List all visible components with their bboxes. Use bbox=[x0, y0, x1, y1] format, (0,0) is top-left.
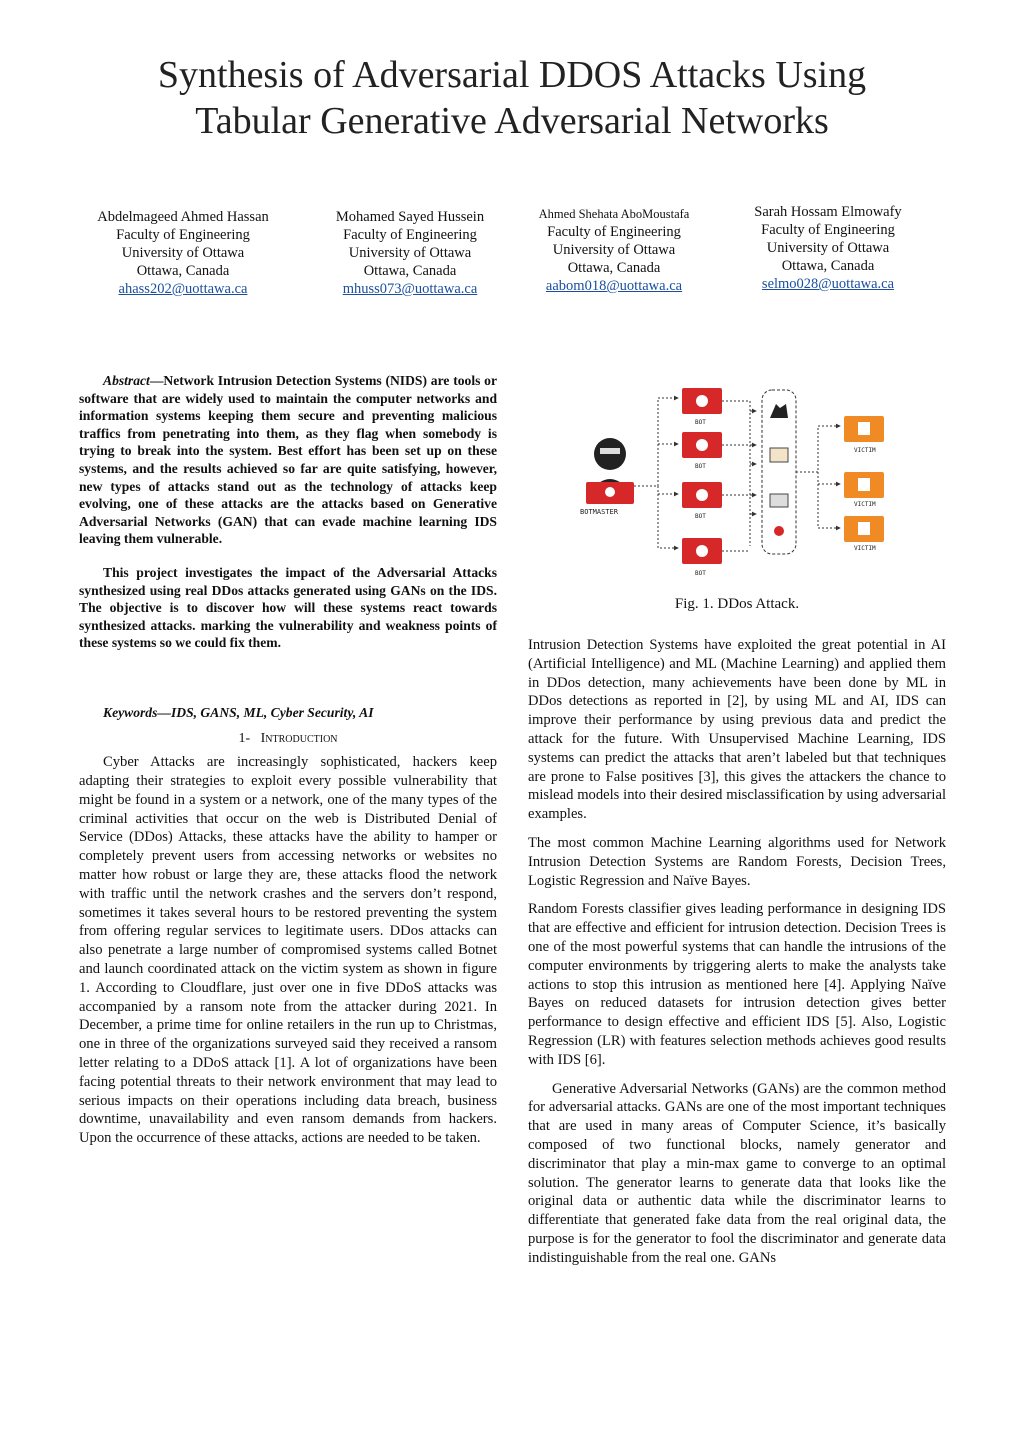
section-heading bbox=[79, 730, 497, 749]
keywords: Keywords—IDS, GANS, ML, Cyber Security, AI bbox=[103, 704, 374, 720]
victim-label: VICTIM bbox=[854, 501, 876, 508]
botmaster-connections bbox=[634, 398, 678, 548]
author-location: Ottawa, Canada bbox=[136, 263, 230, 279]
right-paragraph-1: Intrusion Detection Systems have exploited the great potential in AI (Artificial Intelligence) and ML (Machine Learning) and applied them in DDos detection, many achievements have been done by ML in DDos detections as reported in [2], by using ML and AI, IDS can improve their performance by using previous data and predict the attack for the future. With Unsupervised Machine Learning, IDS systems can predict the attacks that aren’t labeled but that techniques are prone to False positives [3], this gives the attackers the chance to mislead models into their desired misclassification by using adversarial examples. bbox=[528, 637, 946, 823]
right-paragraph-4: Generative Adversarial Networks (GANs) are the common method for adversarial attacks. GANs are one of the most important techniques that are used in many areas of Computer Science, it’s basically composed of two functional blocks, namely generator and discriminator that play a min-max game to converge to an optimal solution. The generator learns to generate data that looks like the original data or authentic data while the discriminator learns to differentiate that generated fake data from the real original data, the purpose is for the generator to fool the discriminator and generate data indistinguishable from the real one. GANs bbox=[528, 1080, 946, 1266]
botmaster-hacker-icon bbox=[586, 438, 634, 504]
author-email-link[interactable]: mhuss073@uottawa.ca bbox=[342, 281, 478, 297]
bot-label: BOT bbox=[695, 419, 706, 426]
author-dept: Faculty of Engineering bbox=[547, 224, 681, 240]
author-univ: University of Ottawa bbox=[552, 242, 676, 258]
bot-connections bbox=[722, 401, 756, 551]
right-column bbox=[528, 636, 946, 1268]
paper-title bbox=[60, 52, 964, 144]
bot-computer-2 bbox=[682, 432, 722, 470]
author-email-link[interactable]: ahass202@uottawa.ca bbox=[118, 281, 248, 297]
victim-computer-3 bbox=[844, 516, 884, 552]
author-2 bbox=[312, 208, 508, 298]
author-1 bbox=[82, 208, 284, 298]
malware-icon bbox=[774, 526, 784, 536]
bot-computer-3 bbox=[682, 482, 722, 520]
author-4 bbox=[730, 203, 926, 293]
author-name: Ahmed Shehata AboMoustafa bbox=[538, 207, 690, 221]
bot-label: BOT bbox=[695, 463, 706, 470]
author-dept: Faculty of Engineering bbox=[116, 227, 250, 243]
author-dept: Faculty of Engineering bbox=[343, 227, 477, 243]
victim-label: VICTIM bbox=[854, 447, 876, 454]
victim-connections bbox=[796, 426, 840, 528]
author-location: Ottawa, Canada bbox=[781, 258, 875, 274]
bot-label: BOT bbox=[695, 570, 706, 577]
bot-label: BOT bbox=[695, 513, 706, 520]
victim-computer-1 bbox=[844, 416, 884, 454]
author-email-link[interactable]: selmo028@uottawa.ca bbox=[761, 276, 895, 292]
abstract-text: Network Intrusion Detection Systems (NIDS) are tools or software that are widely used to maintain the computer networks and information systems keeping them secure and preventing malicious traffics from penetrating into them, as they flag when somebody is trying to break into the system. Best effort has been set up on these systems, and the results achieved so far are quite satisfying, however, new types of attacks stand out as the technology of attacks keep evolving, one of these attacks are the attacks based on Generative Adversarial Networks (GAN) that can evade machine learning IDS leaving them vulnerable. bbox=[79, 373, 497, 547]
botmaster-label: BOTMASTER bbox=[580, 508, 618, 516]
author-location: Ottawa, Canada bbox=[363, 263, 457, 279]
spam-document-icon bbox=[770, 448, 788, 462]
trojan-horse-icon bbox=[770, 404, 788, 418]
abstract-dash: — bbox=[149, 373, 164, 388]
abstract-label: Abstract bbox=[103, 373, 150, 388]
title-line-1: Synthesis of Adversarial DDOS Attacks Using bbox=[157, 54, 867, 96]
author-email-link[interactable]: aabom018@uottawa.ca bbox=[545, 278, 683, 294]
author-univ: University of Ottawa bbox=[121, 245, 245, 261]
bot-computer-4 bbox=[682, 538, 722, 577]
author-name: Mohamed Sayed Hussein bbox=[335, 209, 485, 225]
author-3 bbox=[516, 205, 712, 295]
right-paragraph-3: Random Forests classifier gives leading performance in designing IDS that are effective and efficient for intrusion detection. Decision Trees is one of the most powerful systems that can handle the intrusions of the computer environments by triggering alerts to make the analysts take actions to stop this intrusion as mentioned here [4]. Applying Naïve Bayes on reduced datasets for intrusion detection gives better performance to design effective and efficient IDS [5]. Also, Logistic Regression (LR) with features selection methods achieves good results with IDS [6]. bbox=[528, 901, 946, 1068]
abstract-paragraph-2: This project investigates the impact of the Adversarial Attacks synthesized using real DDos attacks generated using GANs on the IDS. The objective is to discover how will these systems react towards synthesized attacks. marking the vulnerability and weakness points of these systems so we could fix them. bbox=[79, 564, 497, 651]
abstract bbox=[79, 372, 497, 548]
victim-computer-2 bbox=[844, 472, 884, 508]
author-dept: Faculty of Engineering bbox=[761, 222, 895, 238]
section-number: 1- bbox=[238, 730, 251, 746]
figure-caption: Fig. 1. DDos Attack. bbox=[674, 596, 800, 612]
author-univ: University of Ottawa bbox=[348, 245, 472, 261]
phishing-email-icon bbox=[770, 494, 788, 507]
author-location: Ottawa, Canada bbox=[567, 260, 661, 276]
section-title: Introduction bbox=[260, 730, 338, 746]
left-column bbox=[79, 372, 497, 1148]
author-name: Abdelmageed Ahmed Hassan bbox=[97, 209, 269, 225]
right-paragraph-2: The most common Machine Learning algorithms used for Network Intrusion Detection Systems are Random Forests, Decision Trees, Logistic Regression and Naïve Bayes. bbox=[528, 834, 946, 889]
victim-label: VICTIM bbox=[854, 545, 876, 552]
intro-paragraph: Cyber Attacks are increasingly sophisticated, hackers keep adapting their strategies to exploit every possible vulnerability that might be found in a system or a network, one of the many types of the criminal activities that occur on the web is Distributed Denial of Service (DDos) Attacks, these attacks have the ability to hamper or completely prevent users from accessing networks or websites no matter how robust or large they are, these attacks flood the network with traffic until the network crashes and the servers don’t respond, sometimes it takes several hours to be restored preventing the system from offering regular services to legitimate users. DDos attacks can also penetrate a large number of compromised systems called Botnet and launch coordinated attack on the victim system as shown in figure 1. According to Cloudflare, just over one in five DDoS attacks was accompanied by a ransom note from the attacker during 2021. In December, a prime time for online retailers in the run up to Christmas, one in three of the organizations surveyed said they received a ransom letter relating to a DDoS attack [1]. A lot of organizations have been facing potential threats to their network environment that may lead to serious impacts on their operations including data breach, business downtime, unavailability and even ransom demands from hackers. Upon the occurrence of these attacks, actions are needed to be taken. bbox=[79, 754, 497, 1147]
author-univ: University of Ottawa bbox=[766, 240, 890, 256]
author-name: Sarah Hossam Elmowafy bbox=[754, 204, 902, 220]
ddos-figure bbox=[578, 386, 898, 582]
title-line-2: Tabular Generative Adversarial Networks bbox=[195, 100, 829, 142]
bot-computer-1 bbox=[682, 388, 722, 426]
